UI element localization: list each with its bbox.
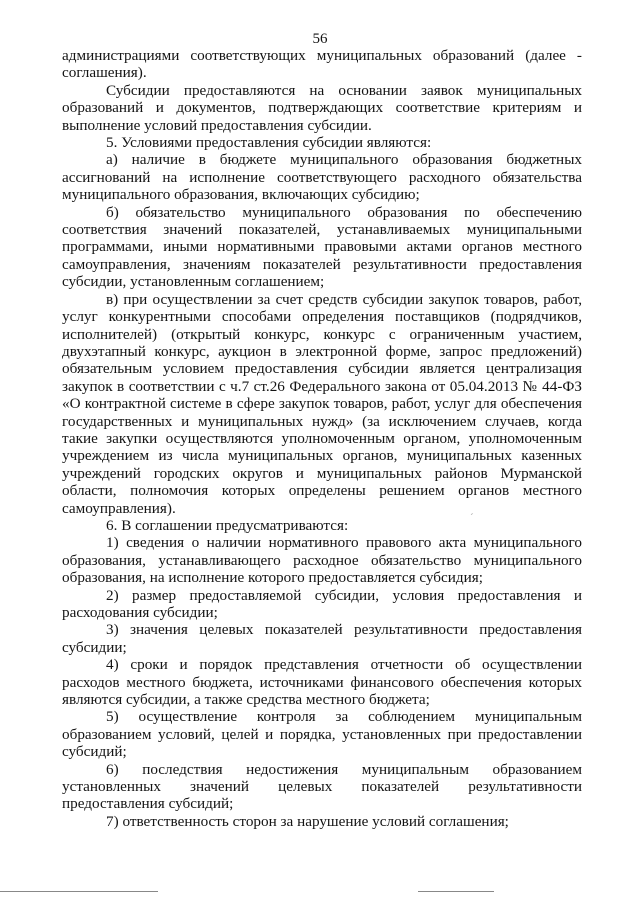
paragraph-item-2: 2) размер предоставляемой субсидии, условия предоставления и расходования субсидии; — [62, 586, 582, 621]
paragraph-item-4: 4) сроки и порядок представления отчетности об осуществлении расходов местного бюджета, источниками финансового обеспечения которых являются субсидии, а также средства местного бюджета; — [62, 656, 582, 709]
paragraph-condition-v: в) при осуществлении за счет средств субсидии закупок товаров, работ, услуг конкурентными способами определения поставщиков (подрядчиков, исполнителей) (открытый конкурс, конкурс с ограниченным участием, двухэтапный конкурс, аукцион в электронной форме, запрос предложений) обязательным условием предоставления субсидии является централизация закупок в соответствии с ч.7 ст.26 Федерального закона от 05.04.2013 № 44-ФЗ «О контрактной системе в сфере закупок товаров, работ, услуг для обеспечения государственных и муниципальных нужд» (за исключением случаев, когда такие закупки осуществляются уполномоченным органом, уполномоченным учреждением из числа муниципальных органов, муниципальных казенных учреждений городских округов и муниципальных районов Мурманской области, полномочия которых определены решением органов местного самоуправления). — [62, 290, 582, 517]
paragraph-section-6-heading: 6. В соглашении предусматриваются: — [106, 516, 349, 534]
paragraph-section-5-heading: 5. Условиями предоставления субсидии являются: — [106, 134, 432, 152]
scan-speck: ˊ — [470, 512, 474, 524]
paragraph-subsidy-basis: Субсидии предоставляются на основании заявок муниципальных образований и документов, подтверждающих соответствие критериям и выполнение условий предоставления субсидии. — [62, 81, 582, 134]
footer-rule-left — [0, 891, 158, 892]
paragraph-continuation: администрациями соответствующих муниципальных образований (далее - соглашения). — [62, 47, 582, 82]
page-number: 56 — [312, 31, 328, 47]
paragraph-item-5: 5) осуществление контроля за соблюдением муниципальным образованием условий, целей и порядка, установленных при предоставлении субсидий; — [62, 708, 582, 761]
paragraph-item-1: 1) сведения о наличии нормативного правового акта муниципального образования, устанавливающего расходное обязательство муниципального образования, на исполнение которого предоставляется субсидия; — [62, 534, 582, 587]
paragraph-item-6: 6) последствия недостижения муниципальным образованием установленных значений целевых показателей результативности предоставления субсидий; — [62, 760, 582, 813]
paragraph-condition-a: а) наличие в бюджете муниципального образования бюджетных ассигнований на исполнение соответствующего расходного обязательства муниципального образования, включающих субсидию; — [62, 151, 582, 204]
paragraph-item-7: 7) ответственность сторон за нарушение условий соглашения; — [106, 812, 509, 830]
footer-rule-right — [418, 891, 494, 892]
paragraph-condition-b: б) обязательство муниципального образования по обеспечению соответствия значений показателей, устанавливаемых муниципальными программами, иными нормативными правовыми актами органов местного самоуправления, значениям показателей результативности предоставления субсидии, установленным соглашением; — [62, 203, 582, 291]
document-body — [62, 47, 582, 830]
paragraph-item-3: 3) значения целевых показателей результативности предоставления субсидии; — [62, 621, 582, 656]
